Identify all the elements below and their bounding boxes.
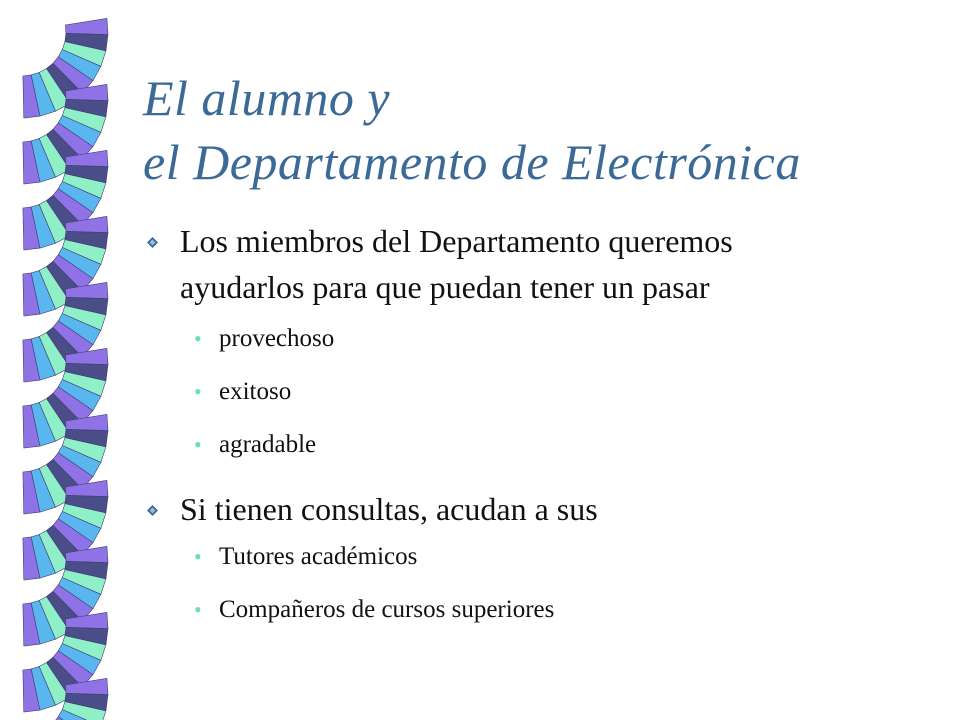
sub-bullet-item: [147, 595, 937, 625]
sub-bullet-item: [147, 542, 937, 572]
bullet-text-line-1: Los miembros del Departamento queremos: [180, 223, 733, 259]
sub-bullet-text: Tutores académicos: [219, 543, 418, 570]
slide-body: [147, 222, 937, 625]
spiral-binding-decoration: [0, 0, 130, 720]
dot-bullet-icon: •: [194, 544, 202, 569]
sub-bullet-item: [147, 430, 937, 460]
sub-bullet-item: [147, 377, 937, 407]
dot-bullet-icon: •: [194, 379, 202, 404]
diamond-bullet-icon: [147, 237, 158, 248]
title-line-2: el Departamento de Electrónica: [143, 134, 801, 190]
sub-bullet-text: exitoso: [219, 378, 292, 405]
dot-bullet-icon: •: [194, 432, 202, 457]
diamond-bullet-icon: [147, 505, 158, 516]
spiral-stripe: [65, 18, 108, 34]
sub-bullet-text: agradable: [219, 431, 317, 458]
sub-bullet-item: [147, 324, 937, 354]
dot-bullet-icon: •: [194, 597, 202, 622]
dot-bullet-icon: •: [194, 326, 202, 351]
bullet-text: Si tienen consultas, acudan a sus: [180, 491, 598, 527]
sub-bullet-text: provechoso: [219, 325, 335, 352]
bullet-item: [147, 490, 937, 528]
sub-bullet-text: Compañeros de cursos superiores: [219, 596, 555, 623]
title-line-1: El alumno y: [143, 70, 391, 126]
bullet-item: [147, 222, 937, 306]
slide-title: [143, 66, 943, 194]
bullet-text-line-2: ayudarlos para que puedan tener un pasar: [180, 269, 710, 305]
